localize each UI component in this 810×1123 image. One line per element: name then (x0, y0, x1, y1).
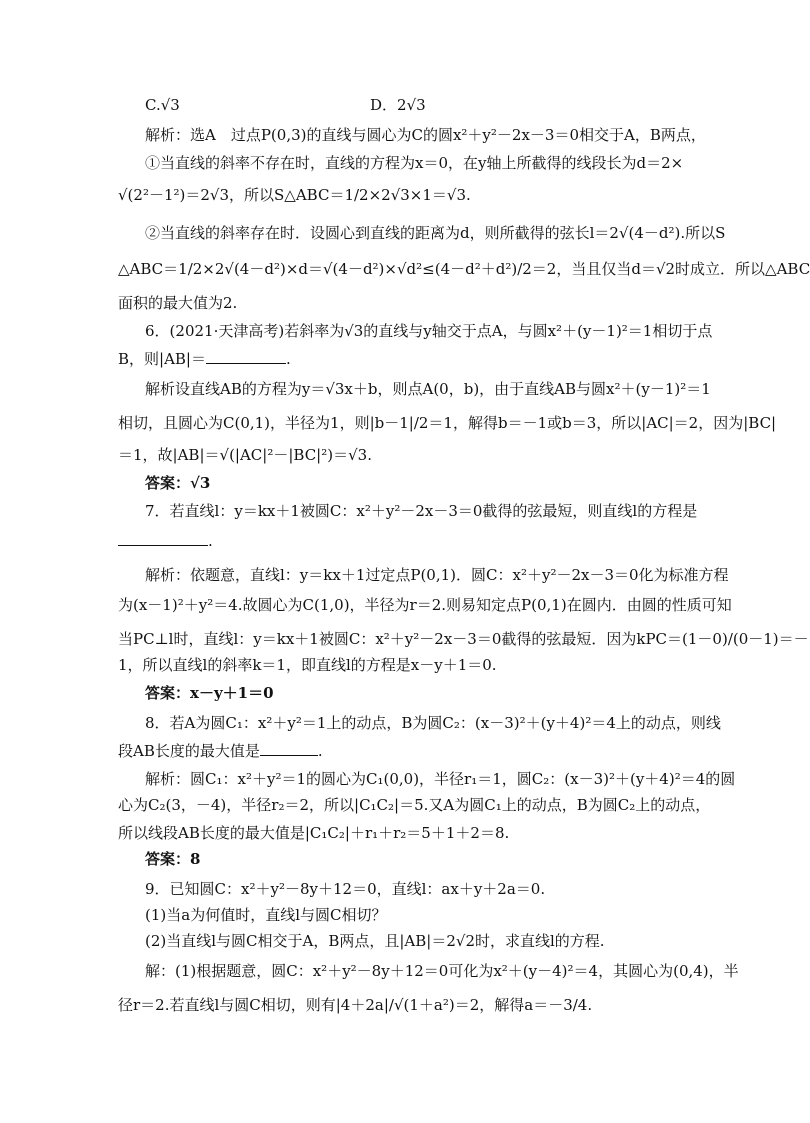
q8-stem-text: 段AB长度的最大值是 (118, 742, 260, 760)
q8-stem-line-1: 8．若A为圆C₁：x²＋y²＝1上的动点，B为圆C₂：(x－3)²＋(y＋4)²＝4上的动点，则线 (145, 714, 721, 732)
q7-stem-line-2 (118, 530, 678, 552)
q6-answer: 答案：√3 (145, 474, 211, 492)
q8-stem-end: . (317, 742, 323, 760)
q9-sub-question-2: (2)当直线l与圆C相交于A，B两点，且|AB|＝2√2时，求直线l的方程. (145, 932, 605, 950)
q5-analysis-line-3: √(2²－1²)＝2√3，所以S△ABC＝1/2×2√3×1＝√3. (118, 186, 471, 204)
q6-analysis-line-3: ＝1，故|AB|＝√(|AC|²－|BC|²)＝√3. (118, 446, 372, 464)
q7-stem-line-1: 7．若直线l：y＝kx＋1被圆C：x²＋y²－2x－3＝0截得的弦最短，则直线l的方程是 (145, 502, 698, 520)
q6-answer-blank (206, 349, 286, 364)
q6-analysis-line-2: 相切，且圆心为C(0,1)，半径为1，则|b－1|/2＝1，解得b＝－1或b＝3，所以|AC|＝2，因为|BC| (118, 414, 777, 432)
q7-answer-blank (118, 531, 208, 546)
q7-stem-end: . (208, 532, 213, 550)
q5-analysis-line-5: △ABC＝1/2×2√(4－d²)×d＝√(4－d²)×√d²≤(4－d²＋d²)/2＝2，当且仅当d＝√2时成立．所以△ABC (118, 260, 810, 278)
q7-analysis-line-1: 解析：依题意，直线l：y＝kx＋1过定点P(0,1)．圆C：x²＋y²－2x－3＝0化为标准方程 (145, 566, 729, 584)
q9-sub-question-1: (1)当a为何值时，直线l与圆C相切？ (145, 906, 387, 924)
q6-stem-line-1: 6．(2021·天津高考)若斜率为√3的直线与y轴交于点A，与圆x²＋(y－1)²＝1相切于点 (145, 322, 713, 340)
q6-stem-text: B，则|AB|＝ (118, 350, 206, 368)
option-d: D．2√3 (370, 96, 426, 114)
q8-analysis-line-3: 所以线段AB长度的最大值是|C₁C₂|＋r₁＋r₂＝5＋1＋2＝8. (118, 824, 510, 842)
q8-answer-blank (260, 741, 318, 756)
q6-stem-end: . (286, 350, 291, 368)
q5-analysis-line-6: 面积的最大值为2. (118, 294, 238, 312)
q5-analysis-line-2: ①当直线的斜率不存在时，直线的方程为x＝0，在y轴上所截得的线段长为d＝2× (145, 154, 684, 172)
q8-analysis-line-2: 心为C₂(3，－4)，半径r₂＝2，所以|C₁C₂|＝5.又A为圆C₁上的动点，B为圆C₂上的动点， (118, 796, 711, 814)
q6-analysis-line-1: 解析设直线AB的方程为y＝√3x＋b，则点A(0，b)，由于直线AB与圆x²＋(y－1)²＝1 (145, 380, 711, 398)
q8-answer: 答案：8 (145, 850, 201, 868)
q7-analysis-line-2: 为(x－1)²＋y²＝4.故圆心为C(1,0)，半径为r＝2.则易知定点P(0,1)在圆内．由圆的性质可知 (118, 596, 732, 614)
q9-stem: 9．已知圆C：x²＋y²－8y＋12＝0，直线l：ax＋y＋2a＝0. (145, 880, 546, 898)
q9-solution-line-2: 径r＝2.若直线l与圆C相切，则有|4＋2a|/√(1＋a²)＝2，解得a＝－3/4. (118, 996, 593, 1014)
q8-analysis-line-1: 解析：圆C₁：x²＋y²＝1的圆心为C₁(0,0)，半径r₁＝1，圆C₂：(x－3)²＋(y＋4)²＝4的圆 (145, 770, 736, 788)
option-c: C.√3 (145, 96, 180, 114)
q7-analysis-line-4: 1，所以直线l的斜率k＝1，即直线l的方程是x－y＋1＝0. (118, 656, 497, 674)
q7-analysis-line-3: 当PC⊥l时，直线l：y＝kx＋1被圆C：x²＋y²－2x－3＝0截得的弦最短．因为kPC＝(1－0)/(0－1)＝－ (118, 630, 809, 648)
q5-analysis-line-1: 解析：选A 过点P(0,3)的直线与圆心为C的圆x²＋y²－2x－3＝0相交于A，B两点， (145, 126, 706, 144)
q7-answer: 答案：x－y＋1＝0 (145, 684, 274, 702)
q9-solution-line-1: 解：(1)根据题意，圆C：x²＋y²－8y＋12＝0可化为x²＋(y－4)²＝4，其圆心为(0,4)，半 (145, 962, 739, 980)
q6-stem-line-2 (118, 348, 678, 370)
q8-stem-line-2 (118, 740, 678, 762)
q5-analysis-line-4: ②当直线的斜率存在时．设圆心到直线的距离为d，则所截得的弦长l＝2√(4－d²).所以S (145, 224, 726, 242)
